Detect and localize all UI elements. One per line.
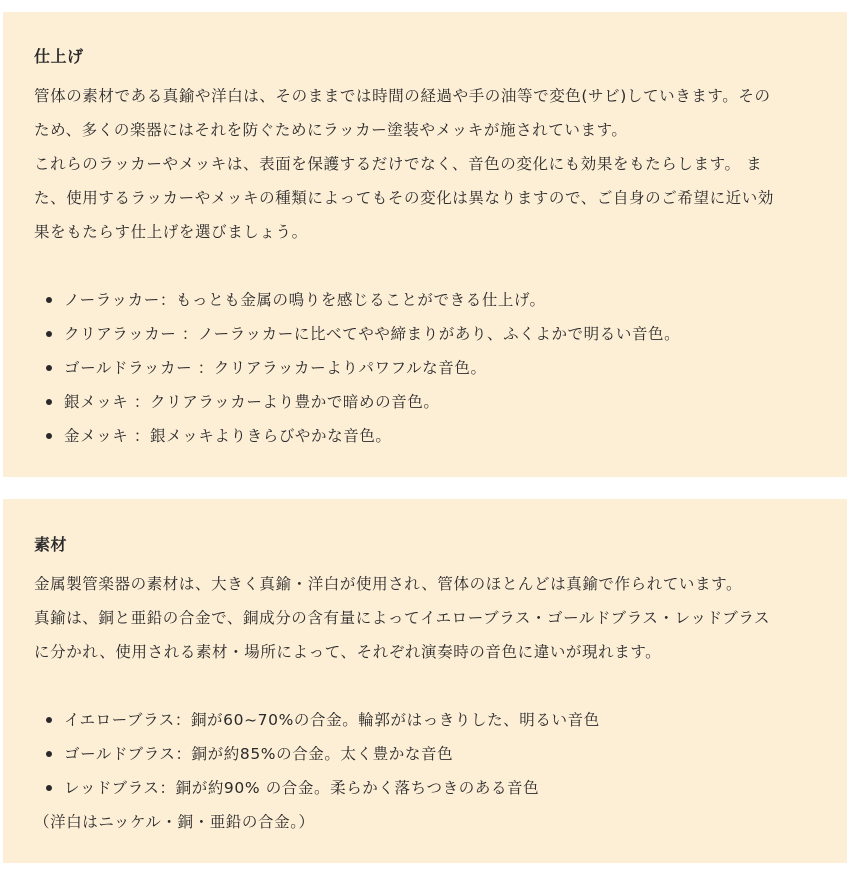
finish-description-line: 果をもたらす仕上げを選びましょう。 [34, 223, 308, 241]
finish-description-line: 管体の素材である真鍮や洋白は、そのままでは時間の経過や手の油等で変色(サビ)していきます。その [34, 87, 771, 105]
finish-description-line: ため、多くの楽器にはそれを防ぐためにラッカー塗装やメッキが施されています。 [34, 121, 628, 139]
bullet-icon [46, 297, 52, 303]
material-description-line: に分かれ、使用される素材・場所によって、それぞれ演奏時の音色に違いが現れます。 [34, 643, 662, 661]
bullet-icon [46, 785, 52, 791]
material-description-line: 真鍮は、銅と亜鉛の合金で、銅成分の含有量によってイエローブラス・ゴールドブラス・レッドブラス [34, 609, 771, 627]
finish-description-line: これらのラッカーやメッキは、表面を保護するだけでなく、音色の変化にも効果をもたらします。 ま [34, 155, 763, 173]
list-item-text: ゴールドブラス：銅が約85%の合金。太く豊かな音色 [64, 745, 454, 763]
spacer [34, 669, 827, 703]
finish-description [34, 79, 827, 249]
list-item-text: 銀メッキ ：クリアラッカーより豊かで暗めの音色。 [64, 393, 440, 411]
finish-description-line: た、使用するラッカーやメッキの種類によってもその変化は異なりますので、ご自身のご希望に近い効 [34, 189, 774, 207]
finish-list [34, 283, 827, 453]
list-item [34, 419, 827, 453]
bullet-icon [46, 399, 52, 405]
finish-panel [3, 12, 847, 477]
bullet-icon [46, 331, 52, 337]
finish-title: 仕上げ [34, 47, 84, 66]
list-item [34, 703, 827, 737]
bullet-icon [46, 751, 52, 757]
list-item-text: クリアラッカー ：ノーラッカーに比べてやや締まりがあり、ふくよかで明るい音色。 [64, 325, 681, 343]
bullet-icon [46, 433, 52, 439]
list-item [34, 317, 827, 351]
list-item [34, 737, 827, 771]
bullet-icon [46, 365, 52, 371]
material-note: （洋白はニッケル・銅・亜鉛の合金。） [34, 813, 315, 831]
list-item [34, 283, 827, 317]
material-description-line: 金属製管楽器の素材は、大きく真鍮・洋白が使用され、管体のほとんどは真鍮で作られています。 [34, 575, 743, 593]
list-item-text: 金メッキ ：銀メッキよりきらびやかな音色。 [64, 427, 392, 445]
list-item [34, 385, 827, 419]
material-title: 素材 [34, 535, 68, 554]
list-item-text: ゴールドラッカー ：クリアラッカーよりパワフルな音色。 [64, 359, 487, 377]
material-description [34, 567, 827, 669]
list-item-text: イエローブラス：銅が60~70%の合金。輪郭がはっきりした、明るい音色 [64, 711, 600, 729]
list-item-text: レッドブラス：銅が約90% の合金。柔らかく落ちつきのある音色 [64, 779, 540, 797]
list-item-text: ノーラッカー：もっとも金属の鳴りを感じることができる仕上げ。 [64, 291, 546, 309]
list-item [34, 771, 827, 805]
list-item [34, 351, 827, 385]
material-panel [3, 499, 847, 863]
bullet-icon [46, 717, 52, 723]
material-list [34, 703, 827, 805]
spacer [34, 249, 827, 283]
